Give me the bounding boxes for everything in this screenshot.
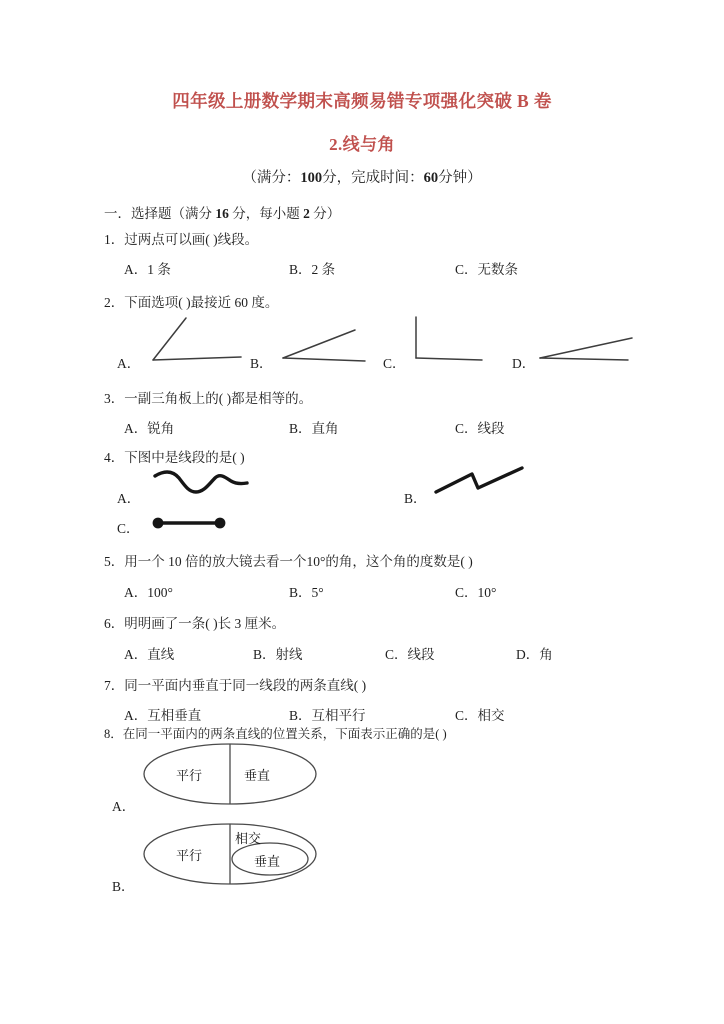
- angle-90-icon: [408, 312, 514, 364]
- question-4-number: 4．: [104, 450, 125, 465]
- question-4-option-c-label[interactable]: C．: [117, 521, 140, 536]
- meta-time: 60: [423, 170, 439, 186]
- question-6-number: 6．: [104, 616, 125, 631]
- section-prefix: 一．选择题（满分: [104, 206, 216, 221]
- question-2-option-d-label[interactable]: D．: [512, 356, 536, 371]
- page-subtitle: 2.线与角: [329, 135, 395, 154]
- question-5-option-b[interactable]: B．5°: [289, 585, 324, 600]
- venn-b-diagram: [142, 823, 318, 885]
- question-7-option-a[interactable]: A．互相垂直: [124, 708, 202, 723]
- meta-prefix: （满分：: [242, 170, 301, 186]
- question-6-option-c[interactable]: C．线段: [385, 647, 435, 662]
- venn-b-inner-label: 垂直: [254, 854, 281, 869]
- question-5-option-c[interactable]: C．10°: [455, 585, 497, 600]
- question-7-option-c[interactable]: C．相交: [455, 708, 505, 723]
- wavy-curve-icon: [151, 468, 251, 500]
- question-7-number: 7．: [104, 678, 125, 693]
- segment-with-endpoints-icon: [149, 513, 231, 533]
- meta-mid: 分，完成时间：: [322, 170, 424, 186]
- question-8-stem: [104, 724, 447, 742]
- question-1-stem: [104, 228, 258, 248]
- question-3-text: 一副三角板上的( )都是相等的。: [124, 391, 313, 406]
- question-1-text: 过两点可以画( )线段。: [124, 232, 259, 247]
- meta-suffix: 分钟）: [438, 170, 482, 186]
- question-1-option-c[interactable]: C．无数条: [455, 262, 519, 277]
- question-8-number: 8．: [104, 727, 123, 741]
- question-6-text: 明明画了一条( )长 3 厘米。: [124, 616, 286, 631]
- question-7-stem: [104, 674, 366, 694]
- venn-a-right-label: 垂直: [244, 768, 271, 783]
- question-7-option-b[interactable]: B．互相平行: [289, 708, 366, 723]
- question-3-number: 3．: [104, 391, 125, 406]
- question-2-option-b-label[interactable]: B．: [250, 356, 273, 371]
- question-6-option-a[interactable]: A．直线: [124, 647, 175, 662]
- question-2-text: 下面选项( )最接近 60 度。: [124, 295, 279, 310]
- question-2-option-a-label[interactable]: A．: [117, 356, 141, 371]
- venn-a-diagram: [142, 743, 318, 805]
- question-8-option-a-label[interactable]: A．: [112, 799, 136, 814]
- meta-total-score: 100: [300, 170, 323, 186]
- question-2-option-c-label[interactable]: C．: [383, 356, 406, 371]
- question-6-option-d[interactable]: D．角: [516, 647, 553, 662]
- question-4-option-b-label[interactable]: B．: [404, 491, 427, 506]
- question-5-number: 5．: [104, 554, 125, 569]
- angle-60-icon: [143, 312, 259, 364]
- section-heading: [104, 202, 340, 222]
- question-3-stem: [104, 387, 312, 407]
- section-score: 16: [215, 206, 229, 221]
- venn-a-left-label: 平行: [176, 768, 203, 783]
- angle-35-icon: [277, 318, 387, 364]
- question-1-number: 1．: [104, 232, 125, 247]
- question-6-option-b[interactable]: B．射线: [253, 647, 303, 662]
- question-5-option-a[interactable]: A．100°: [124, 585, 173, 600]
- question-6-stem: [104, 612, 285, 632]
- question-3-option-c[interactable]: C．线段: [455, 421, 505, 436]
- section-mid: 分，每小题: [228, 206, 304, 221]
- venn-b-left-label: 平行: [176, 848, 203, 863]
- question-4-option-a-label[interactable]: A．: [117, 491, 141, 506]
- question-1-option-a[interactable]: A．1 条: [124, 262, 171, 277]
- question-1-option-b[interactable]: B．2 条: [289, 262, 336, 277]
- question-8-option-b-label[interactable]: B．: [112, 879, 135, 894]
- question-5-stem: [104, 550, 473, 570]
- question-4-stem: [104, 446, 245, 466]
- venn-b-right-label: 相交: [235, 831, 262, 846]
- question-7-text: 同一平面内垂直于同一线段的两条直线( ): [124, 678, 367, 693]
- question-5-text: 用一个 10 倍的放大镜去看一个10°的角，这个角的度数是( ): [124, 554, 473, 569]
- page-title: 四年级上册数学期末高频易错专项强化突破 B 卷: [172, 91, 552, 111]
- angle-20-icon: [536, 320, 646, 364]
- question-2-number: 2．: [104, 295, 125, 310]
- question-2-stem: [104, 291, 278, 311]
- section-per-question: 2: [303, 206, 310, 221]
- zigzag-line-icon: [432, 466, 528, 498]
- question-8-text: 在同一平面内的两条直线的位置关系，下面表示正确的是( ): [122, 727, 447, 741]
- question-4-text: 下图中是线段的是( ): [124, 450, 245, 465]
- section-suffix: 分）: [309, 206, 341, 221]
- question-3-option-b[interactable]: B．直角: [289, 421, 339, 436]
- question-3-option-a[interactable]: A．锐角: [124, 421, 175, 436]
- exam-meta: [0, 166, 724, 187]
